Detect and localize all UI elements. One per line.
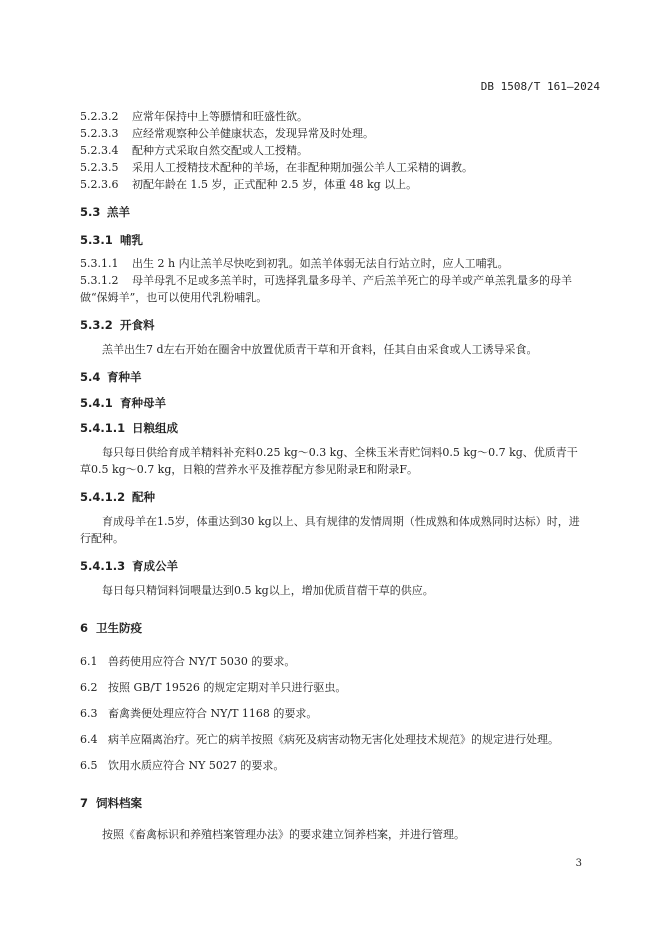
clause-number: 6.2 (80, 681, 98, 694)
clause-6-3 (80, 707, 317, 721)
clause-continuation (80, 291, 267, 305)
paragraph-text: 羔羊出生7 d左右开始在圈舍中放置优质青干草和开食料，任其自由采食或人工诱导采食。 (102, 343, 538, 356)
clause-number: 6.3 (80, 707, 98, 720)
clause-5-2-3-6 (80, 178, 417, 192)
clause-text: 初配年龄在 1.5 岁，正式配种 2.5 岁，体重 48 kg 以上。 (132, 178, 418, 191)
paragraph-text: 草0.5 kg～0.7 kg，日粮的营养水平及推荐配方参见附录E和附录F。 (80, 463, 419, 476)
clause-number: 5.3.1.2 (80, 274, 119, 287)
heading-5-4 (80, 370, 142, 384)
clause-6-5 (80, 759, 284, 773)
paragraph-text: 育成母羊在1.5岁，体重达到30 kg以上、具有规律的发情周期（性成熟和体成熟同时达标）时，进 (102, 515, 580, 528)
paragraph-continuation (80, 532, 124, 546)
clause-text: 畜禽粪便处理应符合 NY/T 1168 的要求。 (108, 707, 318, 720)
page-number: 3 (575, 858, 582, 869)
clause-5-2-3-2 (80, 110, 308, 124)
heading-number: 5.4.1.2 (80, 490, 126, 504)
clause-6-2 (80, 681, 346, 695)
heading-text: 羔羊 (107, 205, 130, 219)
heading-5-3-2 (80, 318, 155, 332)
clause-number: 5.2.3.3 (80, 127, 119, 140)
clause-text: 应常年保持中上等膘情和旺盛性欲。 (132, 110, 308, 123)
heading-5-3-1 (80, 233, 143, 247)
heading-5-3 (80, 205, 130, 219)
paragraph-text: 按照《畜禽标识和养殖档案管理办法》的要求建立饲养档案，并进行管理。 (102, 828, 465, 841)
clause-5-2-3-4 (80, 144, 308, 158)
heading-text: 育成公羊 (132, 559, 178, 573)
document-code: DB 1508/T 161—2024 (480, 80, 600, 93)
clause-text: 母羊母乳不足或多羔羊时，可选择乳量多母羊、产后羔羊死亡的母羊或产单羔乳量多的母羊 (132, 274, 572, 287)
paragraph-text: 行配种。 (80, 532, 124, 545)
paragraph (102, 828, 465, 842)
clause-number: 6.5 (80, 759, 98, 772)
clause-6-1 (80, 655, 295, 669)
heading-number: 5.4 (80, 370, 101, 384)
heading-text: 卫生防疫 (96, 621, 142, 635)
clause-number: 6.1 (80, 655, 98, 668)
paragraph (102, 515, 580, 529)
heading-text: 育种母羊 (120, 396, 166, 410)
clause-text: 饮用水质应符合 NY 5027 的要求。 (108, 759, 285, 772)
heading-text: 饲料档案 (96, 796, 142, 810)
clause-number: 5.2.3.2 (80, 110, 119, 123)
clause-text: 出生 2 h 内让羔羊尽快吃到初乳。如羔羊体弱无法自行站立时，应人工哺乳。 (132, 257, 509, 270)
heading-text: 哺乳 (120, 233, 143, 247)
clause-number: 5.2.3.6 (80, 178, 119, 191)
paragraph (102, 446, 578, 460)
heading-number: 6 (80, 621, 89, 635)
heading-text: 育种羊 (107, 370, 142, 384)
heading-number: 5.4.1.1 (80, 421, 126, 435)
clause-number: 5.2.3.4 (80, 144, 119, 157)
heading-number: 5.4.1.3 (80, 559, 126, 573)
heading-text: 开食料 (120, 318, 155, 332)
paragraph-text: 每只每日供给育成羊精料补充料0.25 kg～0.3 kg、全株玉米青贮饲料0.5 kg～0.7 kg、优质青干 (102, 446, 578, 459)
heading-5-4-1-3 (80, 559, 178, 573)
paragraph-continuation (80, 463, 418, 477)
heading-5-4-1 (80, 396, 166, 410)
heading-6 (80, 621, 142, 635)
clause-number: 5.3.1.1 (80, 257, 119, 270)
heading-5-4-1-1 (80, 421, 178, 435)
clause-text: 采用人工授精技术配种的羊场，在非配种期加强公羊人工采精的调教。 (132, 161, 473, 174)
clause-5-3-1-2 (80, 274, 572, 288)
heading-text: 配种 (132, 490, 155, 504)
heading-number: 5.4.1 (80, 396, 113, 410)
clause-text: 兽药使用应符合 NY/T 5030 的要求。 (108, 655, 296, 668)
paragraph (102, 343, 538, 357)
heading-number: 5.3.1 (80, 233, 113, 247)
clause-text: 应经常观察种公羊健康状态，发现异常及时处理。 (132, 127, 374, 140)
clause-text: 做“保姆羊”，也可以使用代乳粉哺乳。 (80, 291, 268, 304)
clause-text: 按照 GB/T 19526 的规定定期对羊只进行驱虫。 (108, 681, 347, 694)
heading-number: 5.3 (80, 205, 101, 219)
clause-number: 5.2.3.5 (80, 161, 119, 174)
paragraph-text: 每日每只精饲料饲喂量达到0.5 kg以上，增加优质苜蓿干草的供应。 (102, 584, 434, 597)
clause-5-2-3-3 (80, 127, 374, 141)
heading-number: 7 (80, 796, 89, 810)
clause-6-4 (80, 733, 559, 747)
clause-number: 6.4 (80, 733, 98, 746)
clause-text: 病羊应隔离治疗。死亡的病羊按照《病死及病害动物无害化处理技术规范》的规定进行处理。 (108, 733, 559, 746)
paragraph (102, 584, 434, 598)
clause-text: 配种方式采取自然交配或人工授精。 (132, 144, 308, 157)
clause-5-2-3-5 (80, 161, 473, 175)
heading-5-4-1-2 (80, 490, 155, 504)
heading-text: 日粮组成 (132, 421, 178, 435)
clause-5-3-1-1 (80, 257, 509, 271)
heading-number: 5.3.2 (80, 318, 113, 332)
heading-7 (80, 796, 142, 810)
